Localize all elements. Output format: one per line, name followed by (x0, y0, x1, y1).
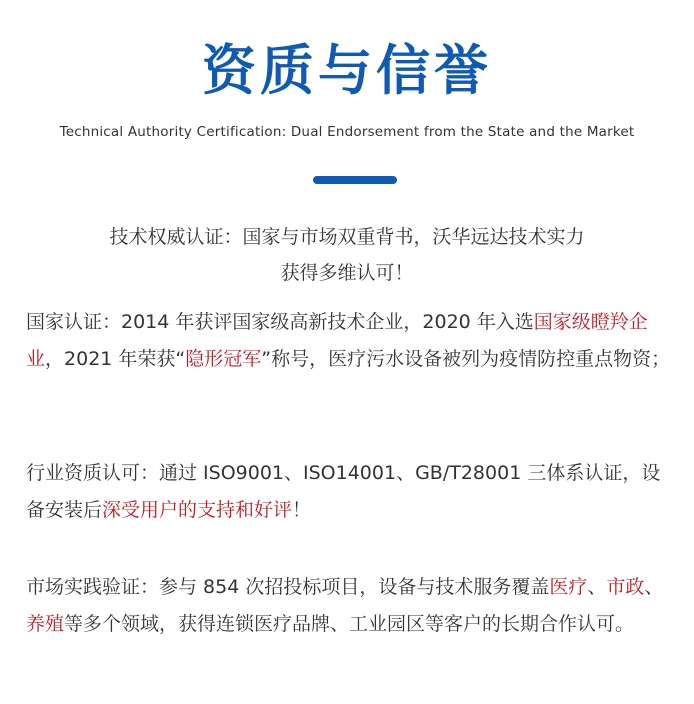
intro-text (0, 219, 694, 291)
market-practice-paragraph (26, 569, 676, 643)
intro-line-1: 技术权威认证：国家与市场双重背书，沃华远达技术实力 (109, 226, 585, 248)
industry-text-1: 行业资质认可：通过 ISO9001、ISO14001、GB/T28001 三体系认证，设备安装后 (26, 462, 661, 521)
page-subtitle: Technical Authority Certification: Dual Endorsement from the State and the Market (59, 124, 635, 140)
page-title: 资质与信誉 (202, 39, 492, 102)
industry-text-2: ！ (292, 499, 312, 521)
market-highlight-breeding: 养殖 (26, 613, 65, 635)
industry-qualification-paragraph (26, 455, 676, 529)
national-text-1: 国家认证：2014 年获评国家级高新技术企业，2020 年入选 (26, 311, 534, 333)
market-text-2: 等多个领域，获得连锁医疗品牌、工业园区等客户的长期合作认可。 (64, 613, 635, 635)
market-text-1: 市场实践验证：参与 854 次招投标项目，设备与技术服务覆盖 (26, 576, 550, 598)
industry-highlight-praise: 深受用户的支持和好评 (102, 499, 293, 521)
national-certification-paragraph (26, 304, 676, 378)
market-separator-2: 、 (644, 576, 664, 598)
market-separator-1: 、 (587, 576, 607, 598)
national-highlight-gazelle: 国家级瞪羚企业 (26, 311, 648, 370)
intro-line-2: 获得多维认可！ (280, 262, 414, 284)
market-highlight-municipal: 市政 (606, 576, 645, 598)
national-highlight-champion: 隐形冠军 (185, 348, 262, 370)
title-divider (313, 176, 397, 184)
market-highlight-medical: 医疗 (549, 576, 588, 598)
national-text-3: ”称号，医疗污水设备被列为疫情防控重点物资； (261, 348, 671, 370)
national-text-2: ，2021 年荣获“ (45, 348, 186, 370)
